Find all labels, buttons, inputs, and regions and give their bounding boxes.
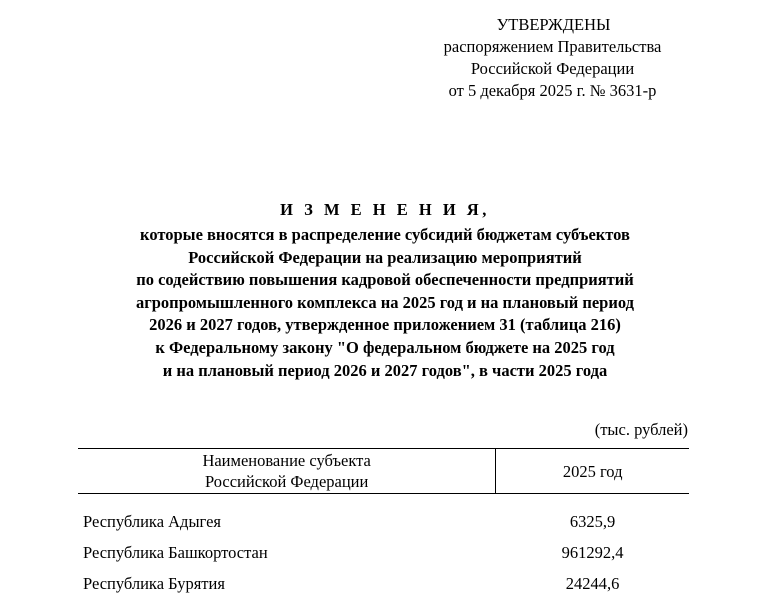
document-title — [80, 198, 690, 382]
table-row — [78, 541, 689, 572]
header-region-name-line1: Наименование субъекта — [202, 451, 371, 470]
subsidy-value: 24244,6 — [565, 574, 620, 593]
units-label: (тыс. рублей) — [594, 420, 688, 439]
title-line-4: агропромышленного комплекса на 2025 год и на плановый период — [136, 292, 634, 312]
subsidy-table-body — [78, 510, 689, 603]
region-name: Республика Бурятия — [83, 574, 225, 593]
subsidy-value: 961292,4 — [561, 543, 624, 562]
region-name: Республика Башкортостан — [83, 543, 268, 562]
approval-heading: УТВЕРЖДЕНЫ — [496, 15, 611, 34]
approval-stamp — [430, 14, 675, 102]
header-region-name — [78, 449, 496, 494]
title-line-2: Российской Федерации на реализацию мероприятий — [188, 247, 582, 267]
approval-line-order: распоряжением Правительства — [443, 37, 662, 56]
title-line-6: к Федеральному закону "О федеральном бюджете на 2025 год — [155, 337, 615, 357]
title-line-3: по содействию повышения кадровой обеспеченности предприятий — [136, 270, 634, 290]
title-line-7: и на плановый период 2026 и 2027 годов", в части 2025 года — [162, 360, 608, 380]
header-year: 2025 год — [496, 449, 689, 494]
title-heading: И З М Е Н Е Н И Я, — [280, 200, 490, 219]
approval-line-government: Российской Федерации — [470, 59, 635, 78]
table-row — [78, 510, 689, 541]
table-row — [78, 572, 689, 603]
header-region-name-line2: Российской Федерации — [204, 472, 369, 491]
approval-line-date: от 5 декабря 2025 г. № 3631-р — [448, 81, 657, 100]
region-name: Республика Адыгея — [83, 512, 222, 531]
title-line-1: которые вносятся в распределение субсидий бюджетам субъектов — [140, 225, 630, 244]
subsidy-value: 6325,9 — [569, 512, 616, 531]
title-line-5: 2026 и 2027 годов, утвержденное приложением 31 (таблица 216) — [149, 315, 621, 335]
subsidy-table-header — [78, 448, 689, 494]
